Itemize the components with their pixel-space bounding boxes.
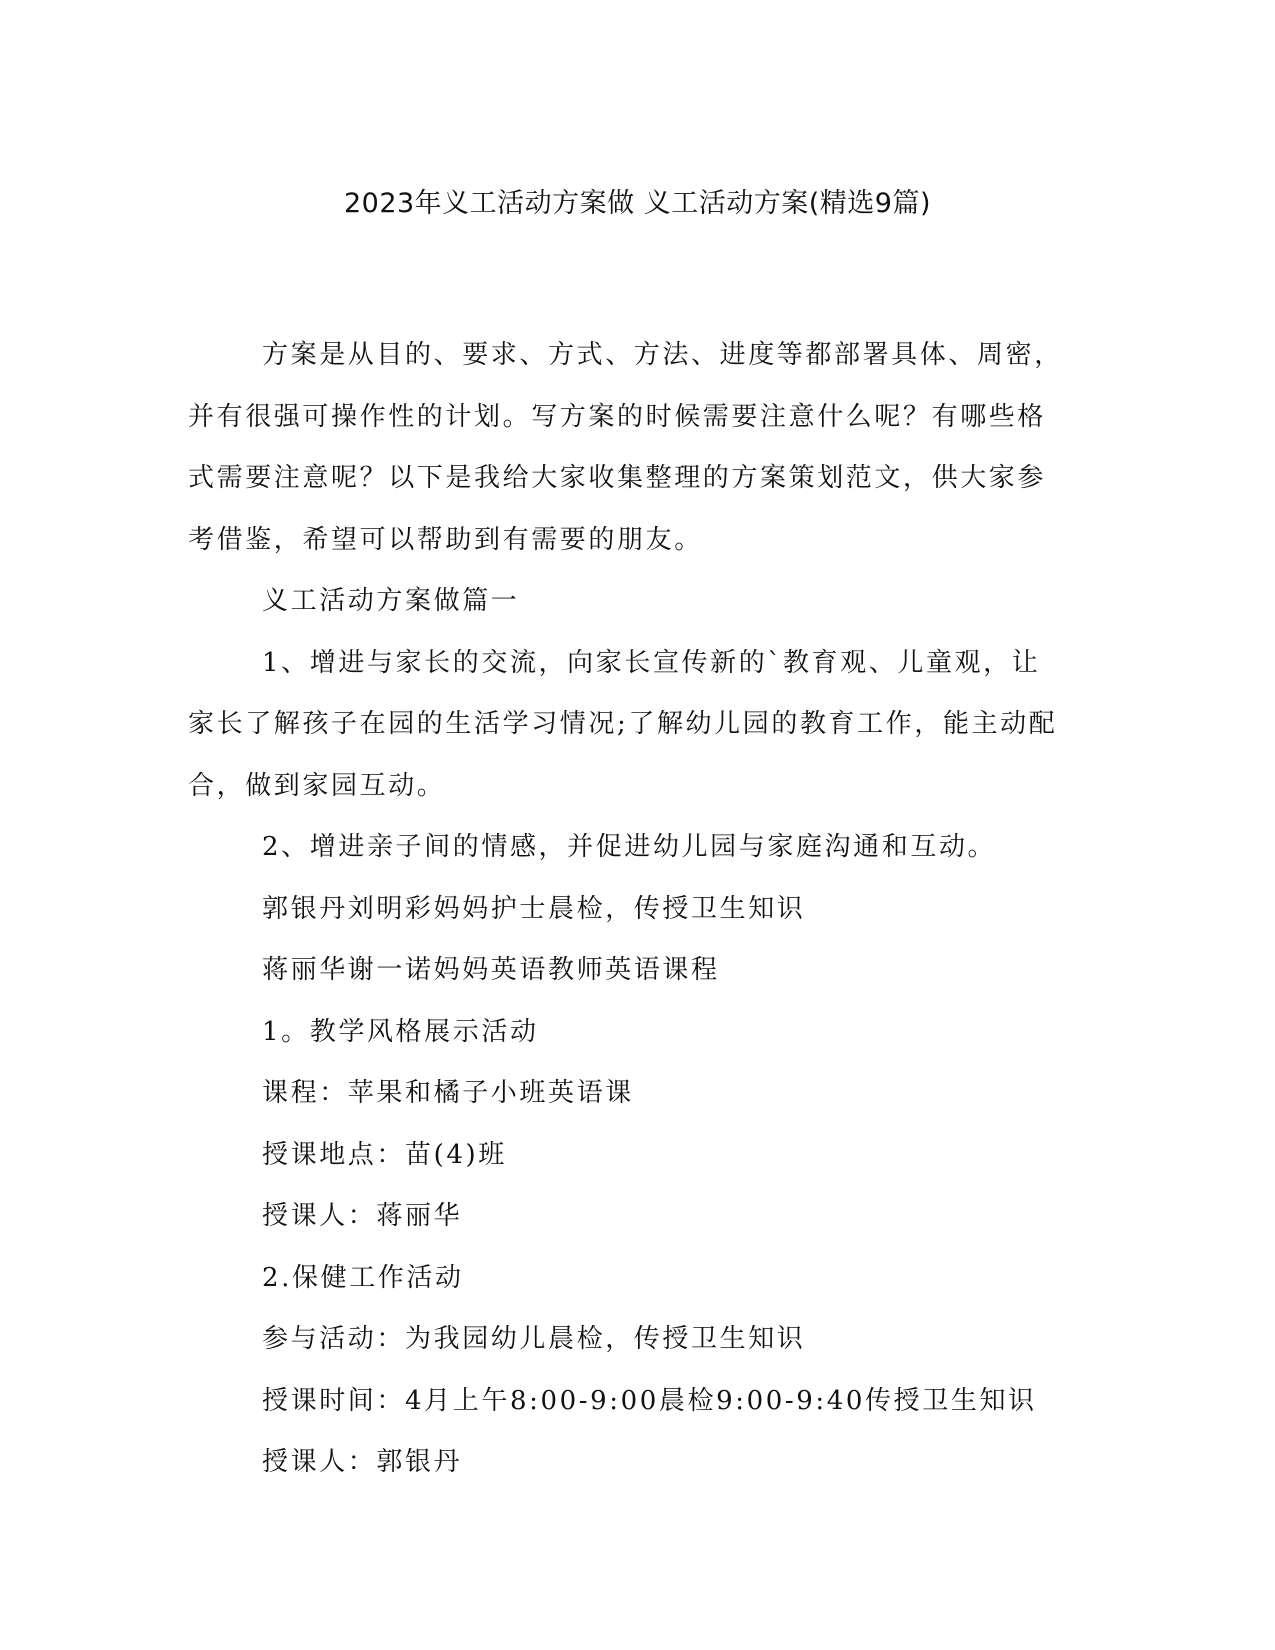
section-heading: 义工活动方案做篇一: [262, 586, 520, 616]
paragraph-goal-2: 2、增进亲子间的情感，并促进幼儿园与家庭沟通和互动。: [262, 832, 997, 862]
teacher-line-1: 授课人：蒋丽华: [262, 1201, 463, 1231]
course-line: 课程：苹果和橘子小班英语课: [262, 1078, 634, 1108]
activity-heading-2: 2.保健工作活动: [262, 1262, 464, 1293]
document-title: 2023年义工活动方案做 义工活动方案(精选9篇): [343, 188, 932, 219]
paragraph-goal-1: 1、增进与家长的交流，向家长宣传新的`教育观、儿童观，让家长了解孩子在园的生活学习情况;了解幼儿园的教育工作，能主动配合，做到家园互动。: [188, 647, 1058, 801]
activity-heading-1: 1。教学风格展示活动: [262, 1016, 539, 1047]
participation-line: 参与活动：为我园幼儿晨检，传授卫生知识: [262, 1324, 806, 1354]
paragraph-intro: 方案是从目的、要求、方式、方法、进度等都部署具体、周密，并有很强可操作性的计划。写方案的时候需要注意什么呢？有哪些格式需要注意呢？以下是我给大家收集整理的方案策划范文，供大家参考借鉴，希望可以帮助到有需要的朋友。: [188, 340, 1063, 555]
teacher-line-2: 授课人：郭银丹: [262, 1447, 463, 1477]
volunteer-line-1: 郭银丹刘明彩妈妈护士晨检，传授卫生知识: [262, 893, 806, 924]
volunteer-line-2: 蒋丽华谢一诺妈妈英语教师英语课程: [262, 955, 720, 985]
location-line: 授课地点：苗(4)班: [262, 1139, 507, 1170]
time-line: 授课时间：4月上午8:00-9:00晨检9:00-9:40传授卫生知识: [262, 1385, 1037, 1416]
document-body: [188, 325, 1068, 1494]
